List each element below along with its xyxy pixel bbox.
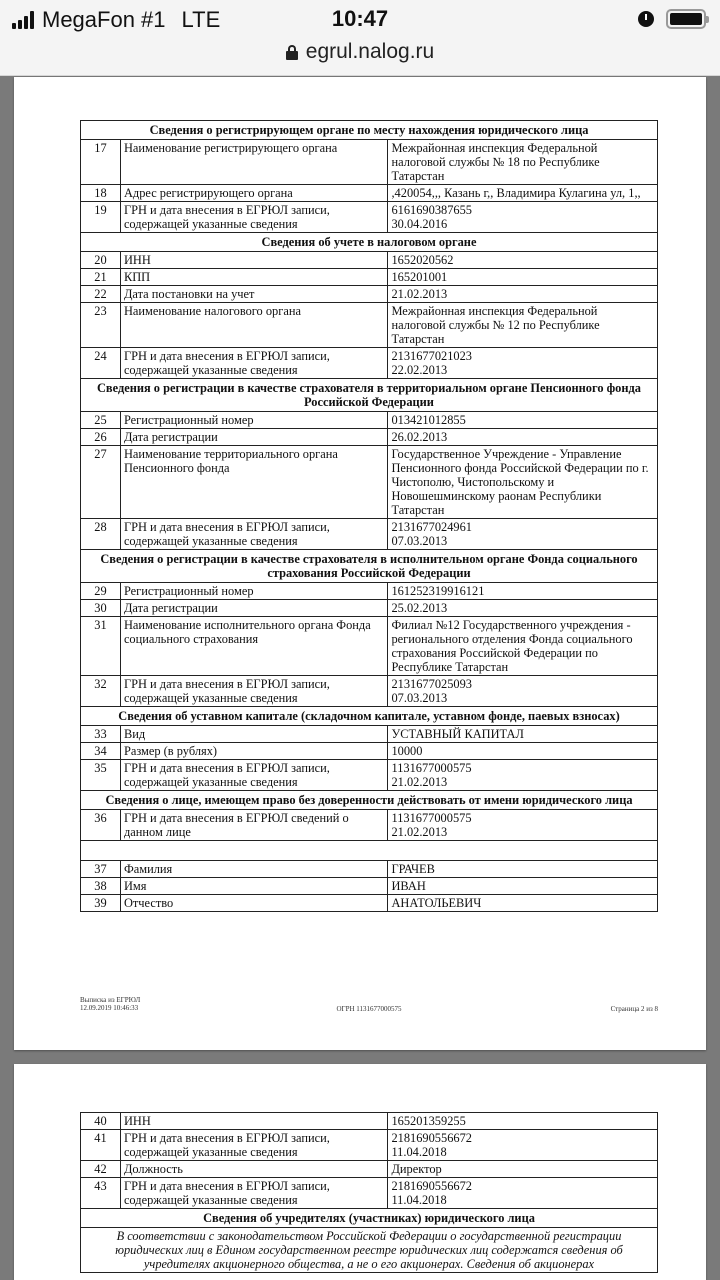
row-label: Наименование регистрирующего органа <box>120 140 388 185</box>
row-label: Наименование налогового органа <box>120 303 388 348</box>
row-number: 40 <box>81 1113 121 1130</box>
row-number: 22 <box>81 286 121 303</box>
status-right <box>638 9 706 29</box>
row-number: 43 <box>81 1178 121 1209</box>
row-label: Дата постановки на учет <box>120 286 388 303</box>
footer-ogrn: ОГРН 1131677000575 <box>336 1005 402 1013</box>
row-label: Дата регистрации <box>120 600 388 617</box>
egrul-table <box>80 1112 658 1273</box>
section-header-founders: Сведения об учредителях (участниках) юридического лица <box>81 1209 658 1228</box>
grn-value: 2181690556672 <box>391 1131 472 1145</box>
row-label: ГРН и дата внесения в ЕГРЮЛ записи, содержащей указанные сведения <box>120 1130 388 1161</box>
table-row <box>81 286 658 303</box>
row-label: Наименование исполнительного органа Фонда социального страхования <box>120 617 388 676</box>
table-row <box>81 412 658 429</box>
row-value <box>388 760 658 791</box>
row-value: 26.02.2013 <box>388 429 658 446</box>
date-value: 07.03.2013 <box>391 534 448 548</box>
row-value: 013421012855 <box>388 412 658 429</box>
row-label: Фамилия <box>120 861 388 878</box>
row-value: Директор <box>388 1161 658 1178</box>
row-number: 41 <box>81 1130 121 1161</box>
table-row <box>81 348 658 379</box>
row-number: 29 <box>81 583 121 600</box>
table-row <box>81 895 658 912</box>
row-value: ,420054,,, Казань г,, Владимира Кулагина ул, 1,, <box>388 185 658 202</box>
date-value: 11.04.2018 <box>391 1193 447 1207</box>
table-row <box>81 760 658 791</box>
clock: 10:47 <box>331 6 389 31</box>
row-number: 36 <box>81 810 121 841</box>
lock-icon <box>286 45 298 60</box>
row-value: 21.02.2013 <box>388 286 658 303</box>
table-row <box>81 861 658 878</box>
row-label: ГРН и дата внесения в ЕГРЮЛ записи, содержащей указанные сведения <box>120 1178 388 1209</box>
ios-status-bar <box>0 0 720 76</box>
table-row <box>81 743 658 760</box>
table-row <box>81 810 658 841</box>
row-label: ИНН <box>120 252 388 269</box>
table-row <box>81 583 658 600</box>
row-value: Филиал №12 Государственного учреждения - регионального отделения Фонда социального страхования Российской Федерации по Республике Татарстан <box>388 617 658 676</box>
row-label: ГРН и дата внесения в ЕГРЮЛ записи, содержащей указанные сведения <box>120 760 388 791</box>
row-value: 165201359255 <box>388 1113 658 1130</box>
founders-note: В соответствии с законодательством Российской Федерации о государственной регистрации юридических лиц в Едином государственном реестре юридических лиц содержатся сведения об учредителях акционерного общества, а не о его акционерах. Сведения об акционерах <box>81 1228 658 1273</box>
table-row <box>81 140 658 185</box>
row-value: 25.02.2013 <box>388 600 658 617</box>
table-row <box>81 185 658 202</box>
row-label: ИНН <box>120 1113 388 1130</box>
row-number: 34 <box>81 743 121 760</box>
network-type: LTE <box>181 7 221 32</box>
row-number: 28 <box>81 519 121 550</box>
row-label: ГРН и дата внесения в ЕГРЮЛ записи, содержащей указанные сведения <box>120 202 388 233</box>
row-label: Регистрационный номер <box>120 583 388 600</box>
grn-value: 6161690387655 <box>391 203 472 217</box>
table-row <box>81 1161 658 1178</box>
row-label: Отчество <box>120 895 388 912</box>
row-value <box>388 676 658 707</box>
table-row <box>81 878 658 895</box>
row-number: 27 <box>81 446 121 519</box>
row-number: 19 <box>81 202 121 233</box>
row-number: 30 <box>81 600 121 617</box>
section-header-authorized-capital: Сведения об уставном капитале (складочном капитале, уставном фонде, паевых взносах) <box>81 707 658 726</box>
table-row <box>81 519 658 550</box>
alarm-clock-icon <box>638 11 654 27</box>
row-value <box>388 202 658 233</box>
table-row <box>81 429 658 446</box>
grn-value: 2131677025093 <box>391 677 472 691</box>
row-number: 32 <box>81 676 121 707</box>
row-label: Должность <box>120 1161 388 1178</box>
row-value: 161252319916121 <box>388 583 658 600</box>
row-number: 37 <box>81 861 121 878</box>
row-value: 1652020562 <box>388 252 658 269</box>
row-number: 39 <box>81 895 121 912</box>
row-label: Регистрационный номер <box>120 412 388 429</box>
footer-page-number: Страница 2 из 8 <box>610 1005 658 1013</box>
row-value: Межрайонная инспекция Федеральной налоговой службы № 12 по Республике Татарстан <box>388 303 658 348</box>
empty-row <box>81 841 658 861</box>
row-number: 38 <box>81 878 121 895</box>
row-number: 18 <box>81 185 121 202</box>
grn-value: 2131677021023 <box>391 349 472 363</box>
row-label: Наименование территориального органа Пенсионного фонда <box>120 446 388 519</box>
row-number: 24 <box>81 348 121 379</box>
row-number: 23 <box>81 303 121 348</box>
table-row <box>81 252 658 269</box>
row-value: Межрайонная инспекция Федеральной налоговой службы № 18 по Республике Татарстан <box>388 140 658 185</box>
section-header-tax-registration: Сведения об учете в налоговом органе <box>81 233 658 252</box>
row-number: 25 <box>81 412 121 429</box>
row-value: ИВАН <box>388 878 658 895</box>
section-header-pension-fund: Сведения о регистрации в качестве страхователя в территориальном органе Пенсионного фонда Российской Федерации <box>81 379 658 412</box>
row-label: КПП <box>120 269 388 286</box>
date-value: 11.04.2018 <box>391 1145 447 1159</box>
date-value: 07.03.2013 <box>391 691 448 705</box>
row-number: 42 <box>81 1161 121 1178</box>
footer-extract-title: Выписка из ЕГРЮЛ <box>80 996 141 1004</box>
table-row <box>81 303 658 348</box>
pdf-page-2 <box>14 77 706 1050</box>
row-number: 26 <box>81 429 121 446</box>
row-value: ГРАЧЕВ <box>388 861 658 878</box>
grn-value: 2131677024961 <box>391 520 472 534</box>
grn-value: 1131677000575 <box>391 761 472 775</box>
date-value: 21.02.2013 <box>391 825 448 839</box>
row-value <box>388 519 658 550</box>
row-number: 21 <box>81 269 121 286</box>
row-number: 35 <box>81 760 121 791</box>
empty-cell <box>81 841 658 861</box>
table-row <box>81 1178 658 1209</box>
row-number: 17 <box>81 140 121 185</box>
row-value <box>388 348 658 379</box>
row-label: Имя <box>120 878 388 895</box>
row-label: ГРН и дата внесения в ЕГРЮЛ записи, содержащей указанные сведения <box>120 676 388 707</box>
grn-value: 2181690556672 <box>391 1179 472 1193</box>
row-label: ГРН и дата внесения в ЕГРЮЛ сведений о данном лице <box>120 810 388 841</box>
row-value <box>388 1178 658 1209</box>
row-value <box>388 810 658 841</box>
table-row <box>81 1130 658 1161</box>
section-header-registering-authority: Сведения о регистрирующем органе по месту нахождения юридического лица <box>81 121 658 140</box>
table-row <box>81 726 658 743</box>
table-row <box>81 446 658 519</box>
pdf-page-3 <box>14 1064 706 1280</box>
row-number: 33 <box>81 726 121 743</box>
row-value: АНАТОЛЬЕВИЧ <box>388 895 658 912</box>
date-value: 22.02.2013 <box>391 363 448 377</box>
row-label: Вид <box>120 726 388 743</box>
date-value: 21.02.2013 <box>391 775 448 789</box>
row-label: ГРН и дата внесения в ЕГРЮЛ записи, содержащей указанные сведения <box>120 519 388 550</box>
table-row <box>81 617 658 676</box>
section-header-social-insurance: Сведения о регистрации в качестве страхователя в исполнительном органе Фонда социального страхования Российской Федерации <box>81 550 658 583</box>
row-value: УСТАВНЫЙ КАПИТАЛ <box>388 726 658 743</box>
table-row <box>81 1113 658 1130</box>
footer-extract-datetime: 12.09.2019 10:46:33 <box>80 1004 139 1012</box>
row-value <box>388 1130 658 1161</box>
section-header-authorized-person: Сведения о лице, имеющем право без доверенности действовать от имени юридического лица <box>81 791 658 810</box>
row-label: ГРН и дата внесения в ЕГРЮЛ записи, содержащей указанные сведения <box>120 348 388 379</box>
url-text[interactable]: egrul.nalog.ru <box>305 40 435 63</box>
row-value: Государственное Учреждение - Управление Пенсионного фонда Российской Федерации по г. Чистополю, Чистопольскому и Новошешминскому раонам Республики Татарстан <box>388 446 658 519</box>
date-value: 30.04.2016 <box>391 217 448 231</box>
table-row <box>81 676 658 707</box>
egrul-table <box>80 120 658 912</box>
grn-value: 1131677000575 <box>391 811 472 825</box>
carrier-name: MegaFon #1 <box>42 7 166 32</box>
table-row <box>81 600 658 617</box>
row-value: 165201001 <box>388 269 658 286</box>
row-label: Адрес регистрирующего органа <box>120 185 388 202</box>
address-bar[interactable] <box>0 40 720 64</box>
table-row <box>81 269 658 286</box>
row-number: 31 <box>81 617 121 676</box>
row-label: Размер (в рублях) <box>120 743 388 760</box>
battery-full-icon <box>666 9 706 29</box>
table-row <box>81 202 658 233</box>
row-number: 20 <box>81 252 121 269</box>
row-label: Дата регистрации <box>120 429 388 446</box>
row-value: 10000 <box>388 743 658 760</box>
